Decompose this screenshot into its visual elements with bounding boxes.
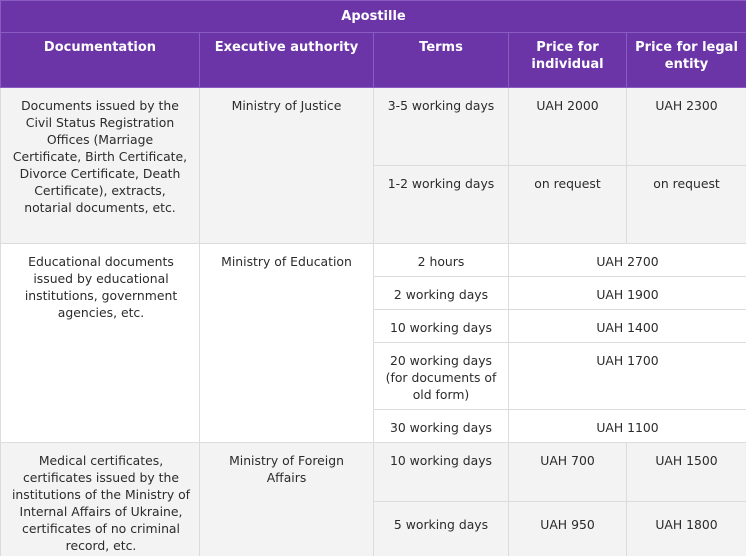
- header-price-individual: Price for individual: [509, 33, 627, 88]
- price-individual-cell: on request: [509, 166, 627, 244]
- price-legal-cell: UAH 2300: [627, 88, 747, 166]
- table-row: [1, 443, 747, 502]
- price-cell: UAH 1900: [509, 277, 747, 310]
- price-individual-cell: UAH 2000: [509, 88, 627, 166]
- term-cell: 2 hours: [374, 244, 509, 277]
- table-title-row: [1, 1, 747, 33]
- term-cell: 30 working days: [374, 410, 509, 443]
- price-cell: UAH 1700: [509, 343, 747, 410]
- documentation-cell: Documents issued by the Civil Status Registration Offices (Marriage Certificate, Birth Certificate, Divorce Certificate, Death Certificate), extracts, notarial documents, etc.: [1, 88, 200, 244]
- authority-cell: Ministry of Education: [200, 244, 374, 443]
- price-cell: UAH 1400: [509, 310, 747, 343]
- authority-cell: Ministry of Foreign Affairs: [200, 443, 374, 556]
- header-executive-authority: Executive authority: [200, 33, 374, 88]
- table-row: [1, 88, 747, 166]
- table-title: Apostille: [1, 1, 747, 33]
- term-cell: 20 working days (for documents of old form): [374, 343, 509, 410]
- term-cell: 1-2 working days: [374, 166, 509, 244]
- price-legal-cell: on request: [627, 166, 747, 244]
- price-legal-cell: UAH 1500: [627, 443, 747, 502]
- term-cell: 10 working days: [374, 443, 509, 502]
- header-price-legal-entity: Price for legal entity: [627, 33, 747, 88]
- documentation-cell: Educational documents issued by educational institutions, government agencies, etc.: [1, 244, 200, 443]
- header-terms: Terms: [374, 33, 509, 88]
- documentation-cell: Medical certificates, certificates issued by the institutions of the Ministry of Internal Affairs of Ukraine, certificates of no criminal record, etc.: [1, 443, 200, 556]
- price-cell: UAH 2700: [509, 244, 747, 277]
- term-cell: 5 working days: [374, 502, 509, 556]
- term-cell: 10 working days: [374, 310, 509, 343]
- price-cell: UAH 1100: [509, 410, 747, 443]
- table-row: [1, 244, 747, 277]
- price-legal-cell: UAH 1800: [627, 502, 747, 556]
- price-individual-cell: UAH 700: [509, 443, 627, 502]
- term-cell: 2 working days: [374, 277, 509, 310]
- term-cell: 3-5 working days: [374, 88, 509, 166]
- column-header-row: [1, 33, 747, 88]
- price-individual-cell: UAH 950: [509, 502, 627, 556]
- authority-cell: Ministry of Justice: [200, 88, 374, 244]
- header-documentation: Documentation: [1, 33, 200, 88]
